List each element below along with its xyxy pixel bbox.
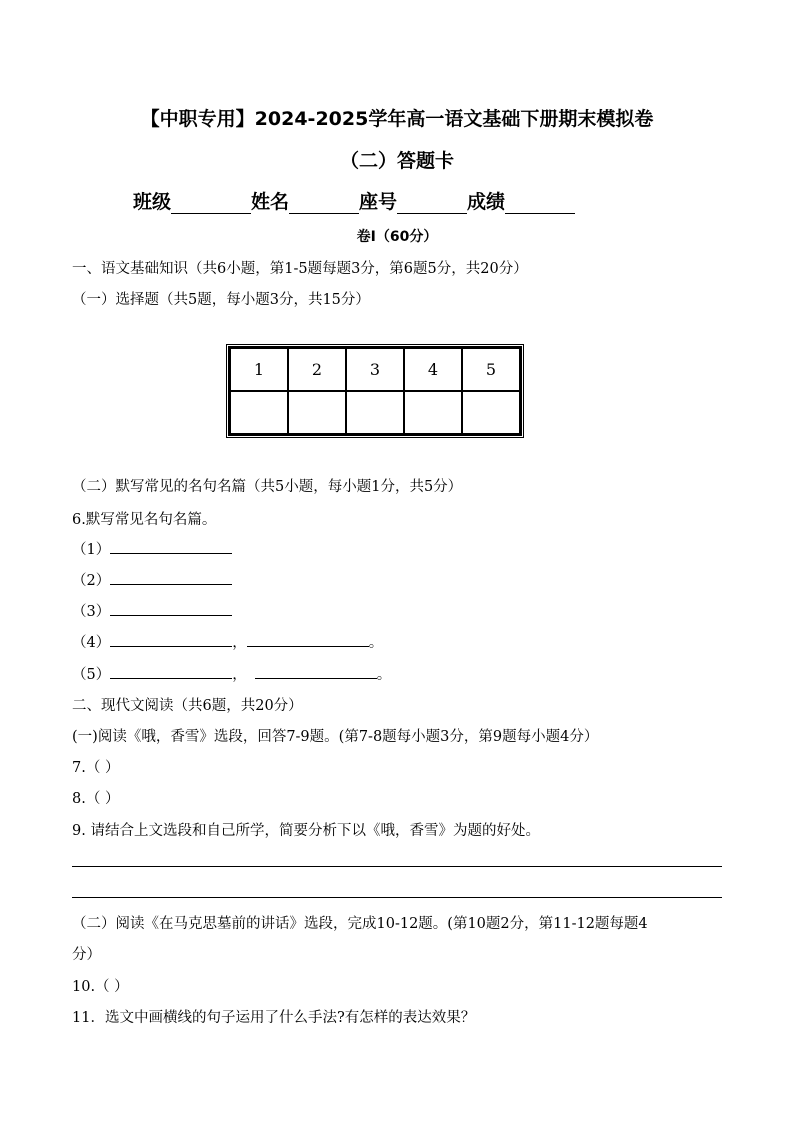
q7-answer[interactable]: 7.（ ） bbox=[72, 760, 120, 776]
student-info-line bbox=[133, 187, 575, 214]
name-label: 姓名 bbox=[251, 191, 290, 213]
score-label: 成绩 bbox=[467, 191, 506, 213]
period: 。 bbox=[376, 667, 392, 683]
name-blank[interactable] bbox=[289, 195, 359, 214]
exam-subtitle: （二）答题卡 bbox=[339, 150, 454, 172]
choice-answer-table bbox=[228, 346, 522, 436]
q6-item-5 bbox=[72, 663, 391, 684]
q6-answer-blank[interactable] bbox=[110, 601, 232, 616]
section2-part1-heading: (一)阅读《哦，香雪》选段，回答7-9题。(第7-8题每小题3分，第9题每小题4分） bbox=[72, 729, 599, 745]
q10-answer[interactable]: 10.（ ） bbox=[72, 979, 129, 995]
volume-header: 卷Ⅰ（60分） bbox=[356, 229, 438, 245]
answer-cell[interactable] bbox=[230, 391, 288, 434]
answer-cell[interactable] bbox=[288, 391, 346, 434]
q6-prompt: 6.默写常见名句名篇。 bbox=[72, 512, 217, 528]
answer-table-answer-row bbox=[230, 391, 520, 434]
q6-answer-blank[interactable] bbox=[110, 632, 232, 647]
comma: ， bbox=[232, 635, 247, 651]
class-blank[interactable] bbox=[171, 195, 251, 214]
q6-answer-blank[interactable] bbox=[110, 539, 232, 554]
section1-heading: 一、语文基础知识（共6小题，第1-5题每题3分，第6题5分，共20分） bbox=[72, 261, 528, 277]
q9-question: 9. 请结合上文选段和自己所学，简要分析下以《哦，香雪》为题的好处。 bbox=[72, 823, 540, 839]
q6-item-number: （3） bbox=[72, 604, 111, 620]
q11-question: 11．选文中画横线的句子运用了什么手法?有怎样的表达效果？ bbox=[72, 1010, 476, 1026]
answer-cell[interactable] bbox=[462, 391, 520, 434]
q9-answer-line[interactable] bbox=[72, 897, 722, 898]
exam-title: 【中职专用】2024-2025学年高一语文基础下册期末模拟卷 bbox=[140, 108, 654, 130]
section1-part1-heading: （一）选择题（共5题，每小题3分，共15分） bbox=[72, 292, 370, 308]
q6-item-2 bbox=[72, 569, 232, 590]
question-number-cell: 3 bbox=[346, 348, 404, 391]
q6-item-number: （1） bbox=[72, 542, 111, 558]
question-number-cell: 1 bbox=[230, 348, 288, 391]
q6-item-4 bbox=[72, 631, 383, 652]
q9-answer-line[interactable] bbox=[72, 866, 722, 867]
q6-item-number: （2） bbox=[72, 573, 111, 589]
question-number-cell: 5 bbox=[462, 348, 520, 391]
q6-answer-blank[interactable] bbox=[255, 664, 377, 679]
question-number-cell: 2 bbox=[288, 348, 346, 391]
score-blank[interactable] bbox=[505, 195, 575, 214]
section1-part2-heading: （二）默写常见的名句名篇（共5小题，每小题1分，共5分） bbox=[72, 479, 463, 495]
q6-item-number: （5） bbox=[72, 667, 111, 683]
section2-part2-heading-cont: 分） bbox=[72, 947, 101, 963]
period: 。 bbox=[368, 635, 384, 651]
q6-answer-blank[interactable] bbox=[247, 632, 369, 647]
answer-table-number-row bbox=[230, 348, 520, 391]
class-label: 班级 bbox=[133, 191, 172, 213]
q6-answer-blank[interactable] bbox=[110, 664, 232, 679]
question-number-cell: 4 bbox=[404, 348, 462, 391]
seat-blank[interactable] bbox=[397, 195, 467, 214]
q6-item-3 bbox=[72, 600, 232, 621]
q6-item-number: （4） bbox=[72, 635, 111, 651]
section2-part2-heading: （二）阅读《在马克思墓前的讲话》选段，完成10-12题。(第10题2分，第11-12题每题4 bbox=[72, 916, 648, 932]
seat-label: 座号 bbox=[359, 191, 398, 213]
answer-cell[interactable] bbox=[404, 391, 462, 434]
q6-answer-blank[interactable] bbox=[110, 570, 232, 585]
comma: ， bbox=[232, 667, 247, 683]
q8-answer[interactable]: 8.（ ） bbox=[72, 791, 120, 807]
q6-item-1 bbox=[72, 538, 232, 559]
section2-heading: 二、现代文阅读（共6题，共20分） bbox=[72, 698, 303, 714]
answer-cell[interactable] bbox=[346, 391, 404, 434]
